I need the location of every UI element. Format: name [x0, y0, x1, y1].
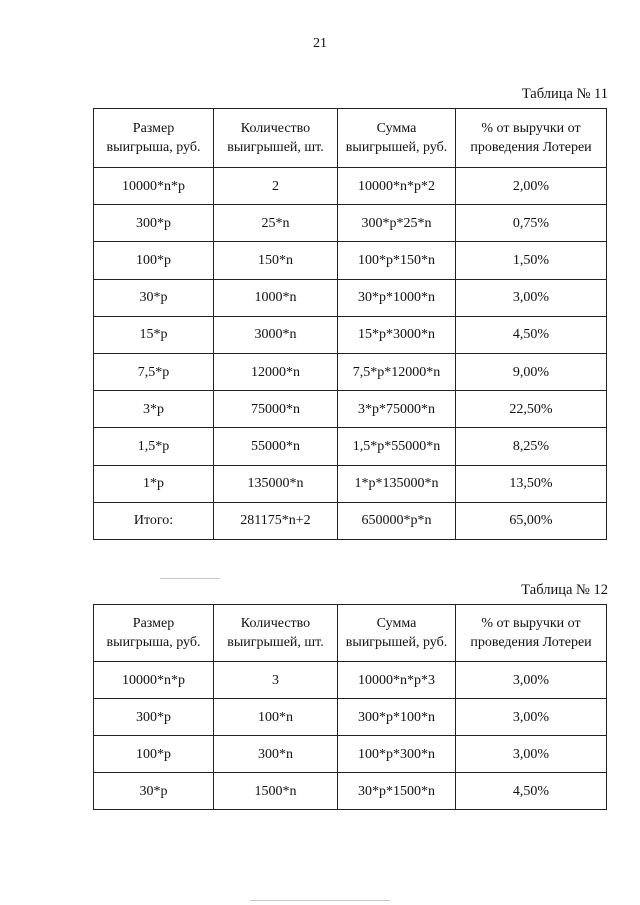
cell-percent: 3,00% — [456, 662, 607, 699]
header-cell-percent: % от выручки от проведения Лотереи — [456, 109, 607, 168]
cell-percent: 8,25% — [456, 428, 607, 465]
separator-line — [160, 578, 220, 579]
header-cell-prize: Размер выигрыша, руб. — [94, 109, 214, 168]
cell-sum: 300*p*25*n — [338, 205, 456, 242]
cell-prize: 15*p — [94, 316, 214, 353]
table-row — [94, 699, 607, 736]
table-11-caption: Таблица № 11 — [521, 86, 608, 102]
table-row — [94, 168, 607, 205]
cell-count: 75000*n — [214, 391, 338, 428]
cell-percent: 4,50% — [456, 316, 607, 353]
table-row — [94, 773, 607, 810]
table-row — [94, 205, 607, 242]
cell-percent: 3,00% — [456, 279, 607, 316]
cell-count: 300*n — [214, 736, 338, 773]
header-cell-sum: Сумма выигрышей, руб. — [338, 109, 456, 168]
cell-count: 12000*n — [214, 353, 338, 390]
cell-count: 55000*n — [214, 428, 338, 465]
cell-prize: 3*p — [94, 391, 214, 428]
cell-prize: 30*p — [94, 773, 214, 810]
cell-percent: 1,50% — [456, 242, 607, 279]
cell-prize: 10000*n*p — [94, 168, 214, 205]
table-row — [94, 279, 607, 316]
cell-sum: 3*p*75000*n — [338, 391, 456, 428]
cell-count: 3 — [214, 662, 338, 699]
cell-sum: 100*p*150*n — [338, 242, 456, 279]
cell-percent: 3,00% — [456, 736, 607, 773]
cell-sum: 100*p*300*n — [338, 736, 456, 773]
cell-count: 1500*n — [214, 773, 338, 810]
cell-count: 100*n — [214, 699, 338, 736]
table-header-row — [94, 605, 607, 662]
cell-sum: 15*p*3000*n — [338, 316, 456, 353]
cell-count: 1000*n — [214, 279, 338, 316]
cell-count: 150*n — [214, 242, 338, 279]
separator-line — [250, 900, 390, 901]
cell-sum: 30*p*1500*n — [338, 773, 456, 810]
cell-total-label: Итого: — [94, 502, 214, 539]
table-row — [94, 316, 607, 353]
cell-prize: 1,5*p — [94, 428, 214, 465]
table-11 — [93, 108, 607, 540]
cell-prize: 7,5*p — [94, 353, 214, 390]
table-row — [94, 736, 607, 773]
table-row — [94, 242, 607, 279]
table-12-caption: Таблица № 12 — [521, 582, 608, 598]
header-cell-count: Количество выигрышей, шт. — [214, 109, 338, 168]
cell-prize: 300*p — [94, 205, 214, 242]
cell-total-percent: 65,00% — [456, 502, 607, 539]
cell-prize: 10000*n*p — [94, 662, 214, 699]
cell-percent: 13,50% — [456, 465, 607, 502]
cell-percent: 22,50% — [456, 391, 607, 428]
table-header-row — [94, 109, 607, 168]
cell-prize: 1*p — [94, 465, 214, 502]
cell-total-count: 281175*n+2 — [214, 502, 338, 539]
table-12 — [93, 604, 607, 810]
cell-count: 3000*n — [214, 316, 338, 353]
cell-prize: 300*p — [94, 699, 214, 736]
cell-percent: 2,00% — [456, 168, 607, 205]
cell-percent: 0,75% — [456, 205, 607, 242]
cell-count: 25*n — [214, 205, 338, 242]
cell-prize: 30*p — [94, 279, 214, 316]
table-row — [94, 428, 607, 465]
header-cell-prize: Размер выигрыша, руб. — [94, 605, 214, 662]
cell-percent: 3,00% — [456, 699, 607, 736]
header-cell-count: Количество выигрышей, шт. — [214, 605, 338, 662]
table-row — [94, 662, 607, 699]
table-total-row — [94, 502, 607, 539]
cell-sum: 10000*n*p*2 — [338, 168, 456, 205]
cell-sum: 30*p*1000*n — [338, 279, 456, 316]
cell-sum: 10000*n*p*3 — [338, 662, 456, 699]
cell-prize: 100*p — [94, 242, 214, 279]
cell-count: 2 — [214, 168, 338, 205]
cell-sum: 7,5*p*12000*n — [338, 353, 456, 390]
cell-percent: 4,50% — [456, 773, 607, 810]
cell-sum: 1,5*p*55000*n — [338, 428, 456, 465]
header-cell-sum: Сумма выигрышей, руб. — [338, 605, 456, 662]
cell-sum: 1*p*135000*n — [338, 465, 456, 502]
page-number: 21 — [313, 36, 327, 51]
cell-prize: 100*p — [94, 736, 214, 773]
cell-sum: 300*p*100*n — [338, 699, 456, 736]
table-row — [94, 353, 607, 390]
cell-percent: 9,00% — [456, 353, 607, 390]
header-cell-percent: % от выручки от проведения Лотереи — [456, 605, 607, 662]
table-row — [94, 465, 607, 502]
cell-count: 135000*n — [214, 465, 338, 502]
cell-total-sum: 650000*p*n — [338, 502, 456, 539]
table-row — [94, 391, 607, 428]
